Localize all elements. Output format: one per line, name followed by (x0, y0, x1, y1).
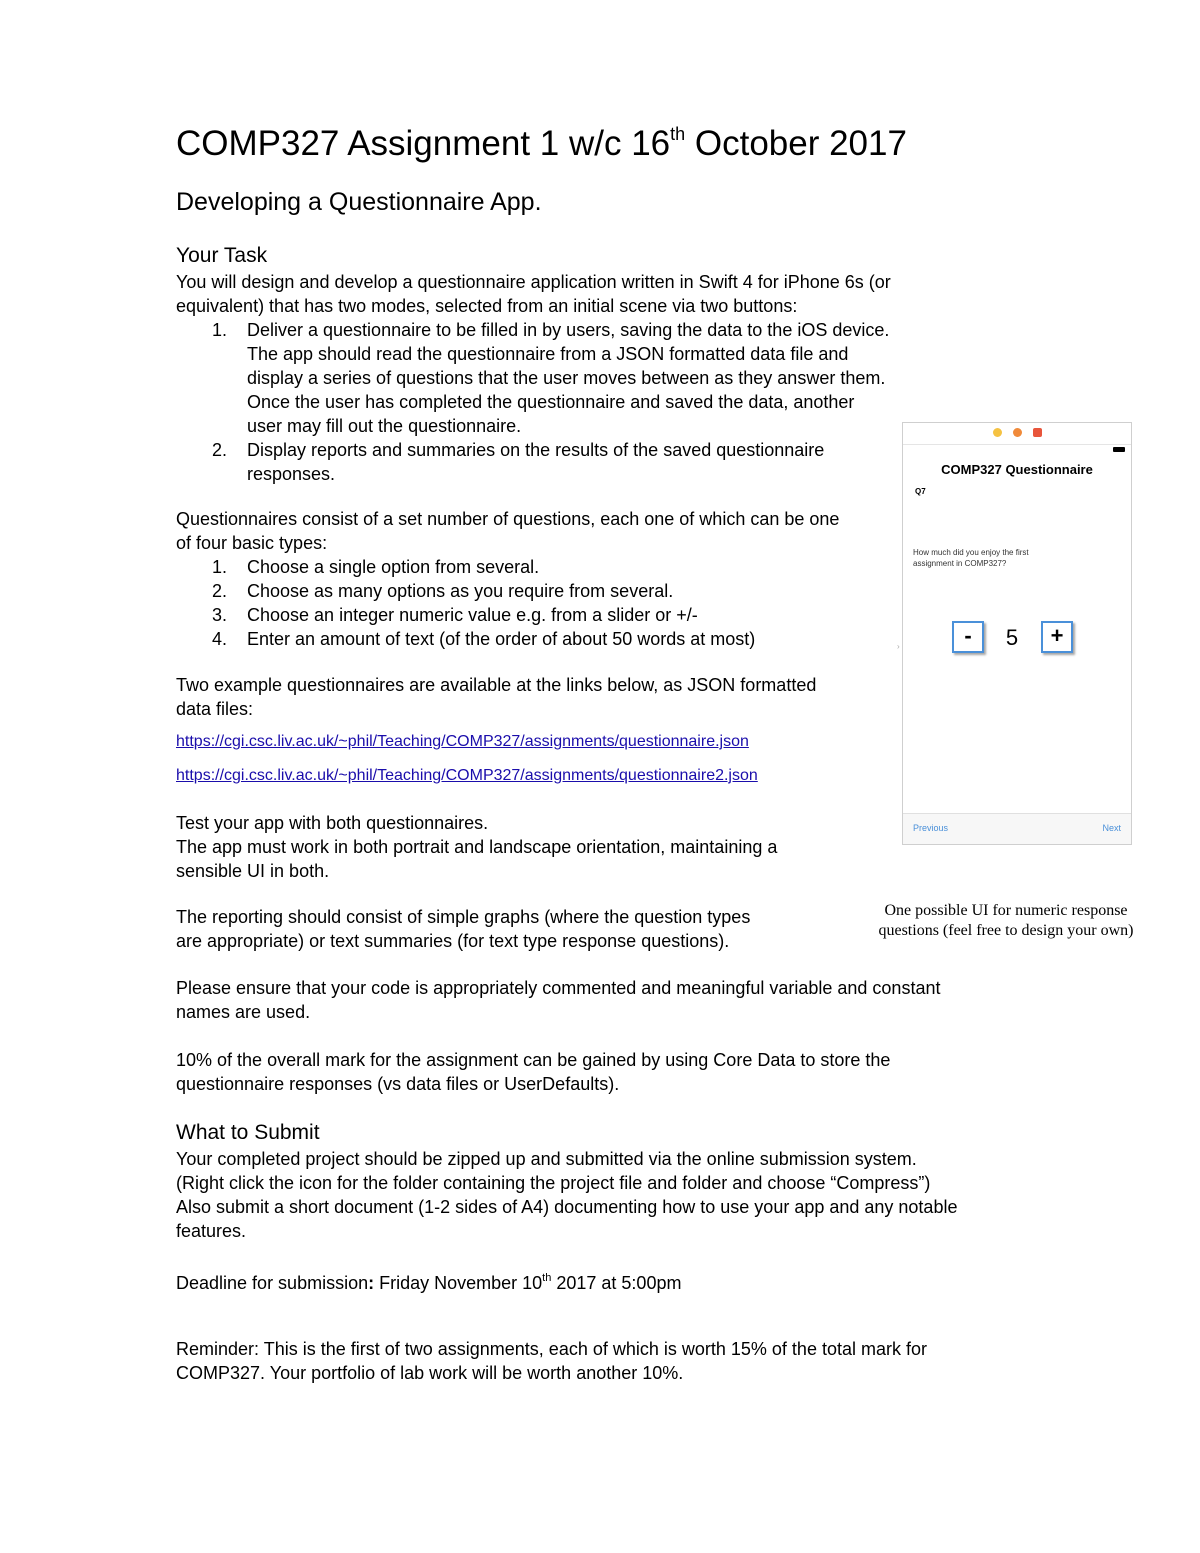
battery-icon (1113, 447, 1125, 452)
code-paragraph: Please ensure that your code is appropriately commented and meaningful variable and constant names are used. (176, 978, 941, 1022)
page-title: COMP327 Assignment 1 w/c 16th October 2017 (176, 124, 907, 163)
list-item: 4. Enter an amount of text (of the order of about 50 words at most) (212, 629, 756, 649)
page-subtitle: Developing a Questionnaire App. (176, 188, 542, 216)
questionnaire-link-2-wrap (176, 766, 758, 786)
question-types-list (176, 555, 755, 651)
reminder-paragraph: Reminder: This is the first of two assignments, each of which is worth 15% of the total mark for COMP327. Your portfolio of lab work will be worth another 10%. (176, 1339, 927, 1383)
questionnaire-link-1-wrap (176, 732, 749, 752)
types-intro: Questionnaires consist of a set number of questions, each one of which can be one of four basic types: (176, 509, 840, 553)
questionnaire-link-2[interactable]: https://cgi.csc.liv.ac.uk/~phil/Teaching/COMP327/assignments/questionnaire2.json (176, 767, 758, 784)
mockup-caption: One possible UI for numeric response questions (feel free to design your own) (878, 902, 1134, 939)
modes-list (176, 318, 889, 486)
examples-intro: Two example questionnaires are available at the links below, as JSON formatted data files: (176, 675, 817, 719)
mockup-nav-bar (903, 813, 1131, 844)
list-item: 1. Choose a single option from several. (212, 557, 540, 577)
mockup-next-button[interactable]: Next (1102, 823, 1121, 833)
list-item: 2. Choose as many options as you require from several. (212, 581, 674, 601)
window-dot-icon (1013, 428, 1022, 437)
list-item: 1. Deliver a questionnaire to be filled in by users, saving the data to the iOS device. The app should read the questionnaire from a JSON formatted data file and display a series of questions that the user moves between as they answer them. Once the user has completed the questionnaire and saved the data, another user may fill out the questionnaire. (212, 320, 890, 436)
test-paragraph: Test your app with both questionnaires. The app must work in both portrait and landscape orientation, maintaining a sensible UI in both. (176, 813, 778, 881)
app-mockup-screenshot (897, 422, 1132, 845)
mockup-question-text: How much did you enjoy the first assignment in COMP327? (913, 548, 1029, 568)
list-item: 2. Display reports and summaries on the results of the saved questionnaire responses. (212, 440, 825, 484)
section-heading-what-to-submit: What to Submit (176, 1121, 320, 1144)
mockup-previous-button[interactable]: Previous (913, 823, 949, 833)
reporting-paragraph: The reporting should consist of simple graphs (where the question types are appropriate) or text summaries (for text type response questions). (176, 907, 751, 951)
mockup-plus-button[interactable]: + (1041, 621, 1073, 653)
questionnaire-link-1[interactable]: https://cgi.csc.liv.ac.uk/~phil/Teaching/COMP327/assignments/questionnaire.json (176, 733, 749, 750)
mockup-app-title: COMP327 Questionnaire (941, 462, 1093, 477)
task-intro: You will design and develop a questionnaire application written in Swift 4 for iPhone 6s (or equivalent) that has two modes, selected from an initial scene via two buttons: (176, 272, 891, 316)
mockup-minus-button[interactable]: - (952, 621, 984, 653)
window-dot-icon (1033, 428, 1042, 437)
window-dot-icon (993, 428, 1002, 437)
mockup-question-number: Q7 (915, 487, 926, 496)
list-item: 3. Choose an integer numeric value e.g. from a slider or +/- (212, 605, 698, 625)
divider (903, 444, 1131, 445)
submit-paragraph: Your completed project should be zipped up and submitted via the online submission system. (Right click the icon for the folder containing the project file and folder and choose “Compress”) Also submit a short document (1-2 sides of A4) documenting how to use your app and any notable features. (176, 1149, 958, 1241)
mockup-value: 5 (1005, 625, 1019, 650)
deadline: Deadline for submission: Friday November 10th 2017 at 5:00pm (176, 1272, 682, 1293)
section-heading-your-task: Your Task (176, 244, 268, 267)
window-controls (903, 428, 1131, 440)
chevron-right-icon: › (897, 642, 900, 651)
coredata-paragraph: 10% of the overall mark for the assignment can be gained by using Core Data to store the questionnaire responses (vs data files or UserDefaults). (176, 1050, 891, 1094)
